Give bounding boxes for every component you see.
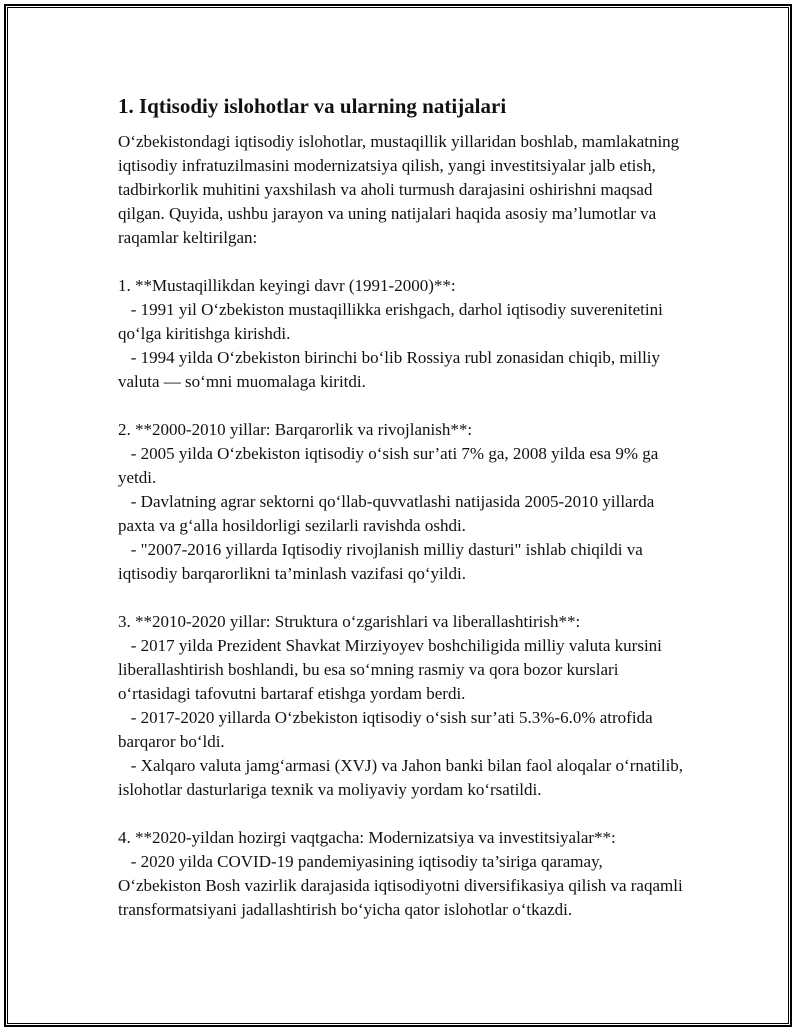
list-item: - "2007-2016 yillarda Iqtisodiy rivojlanish milliy dasturi" ishlab chiqildi va iqtisodiy barqarorlikni ta’minlash vazifasi qo‘yildi. <box>118 540 648 583</box>
section-3 <box>118 610 690 802</box>
list-item: - 1994 yilda O‘zbekiston birinchi bo‘lib Rossiya rubl zonasidan chiqib, milliy valuta — so‘mni muomalaga kiritdi. <box>118 348 665 391</box>
section-title: 4. **2020-yildan hozirgi vaqtgacha: Modernizatsiya va investitsiyalar**: <box>118 828 616 847</box>
section-2 <box>118 418 690 586</box>
document-body <box>118 92 690 922</box>
list-item: - Xalqaro valuta jamg‘armasi (XVJ) va Jahon banki bilan faol aloqalar o‘rnatilib, islohotlar dasturlariga texnik va moliyaviy yordam ko‘rsatildi. <box>118 756 688 799</box>
section-title: 2. **2000-2010 yillar: Barqarorlik va rivojlanish**: <box>118 420 473 439</box>
list-item: - 2017 yilda Prezident Shavkat Mirziyoyev boshchiligida milliy valuta kursini liberallashtirish boshlandi, bu esa so‘mning rasmiy va qora bozor kurslari o‘rtasidagi tafovutni bartaraf etishga yordam berdi. <box>118 636 667 703</box>
spacer <box>118 586 690 610</box>
spacer <box>118 802 690 826</box>
list-item: - 2020 yilda COVID-19 pandemiyasining iqtisodiy ta’siriga qaramay, O‘zbekiston Bosh vazirlik darajasida iqtisodiyotni diversifikasiya qilish va raqamli transformatsiyani jadallashtirish bo‘yicha qator islohotlar o‘tkazdi. <box>118 852 687 919</box>
intro-paragraph: O‘zbekistondagi iqtisodiy islohotlar, mustaqillik yillaridan boshlab, mamlakatning iqtisodiy infratuzilmasini modernizatsiya qilish, yangi investitsiyalar jalb etish, tadbirkorlik muhitini yaxshilash va aholi turmush darajasini oshirishni maqsad qilgan. Quyida, ushbu jarayon va uning natijalari haqida asosiy ma’lumotlar va raqamlar keltirilgan: <box>118 132 684 247</box>
spacer <box>118 394 690 418</box>
list-item: - 1991 yil O‘zbekiston mustaqillikka erishgach, darhol iqtisodiy suverenitetini qo‘lga kiritishga kirishdi. <box>118 300 668 343</box>
section-heading: 1. Iqtisodiy islohotlar va ularning natijalari <box>118 94 507 118</box>
list-item: - 2017-2020 yillarda O‘zbekiston iqtisodiy o‘sish sur’ati 5.3%-6.0% atrofida barqaror bo‘ldi. <box>118 708 657 751</box>
section-title: 1. **Mustaqillikdan keyingi davr (1991-2000)**: <box>118 276 456 295</box>
list-item: - Davlatning agrar sektorni qo‘llab-quvvatlashi natijasida 2005-2010 yillarda paxta va g‘alla hosildorligi sezilarli ravishda oshdi. <box>118 492 659 535</box>
section-title: 3. **2010-2020 yillar: Struktura o‘zgarishlari va liberallashtirish**: <box>118 612 581 631</box>
section-4 <box>118 826 690 922</box>
list-item: - 2005 yilda O‘zbekiston iqtisodiy o‘sish sur’ati 7% ga, 2008 yilda esa 9% ga yetdi. <box>118 444 663 487</box>
spacer <box>118 250 690 274</box>
section-1 <box>118 274 690 394</box>
